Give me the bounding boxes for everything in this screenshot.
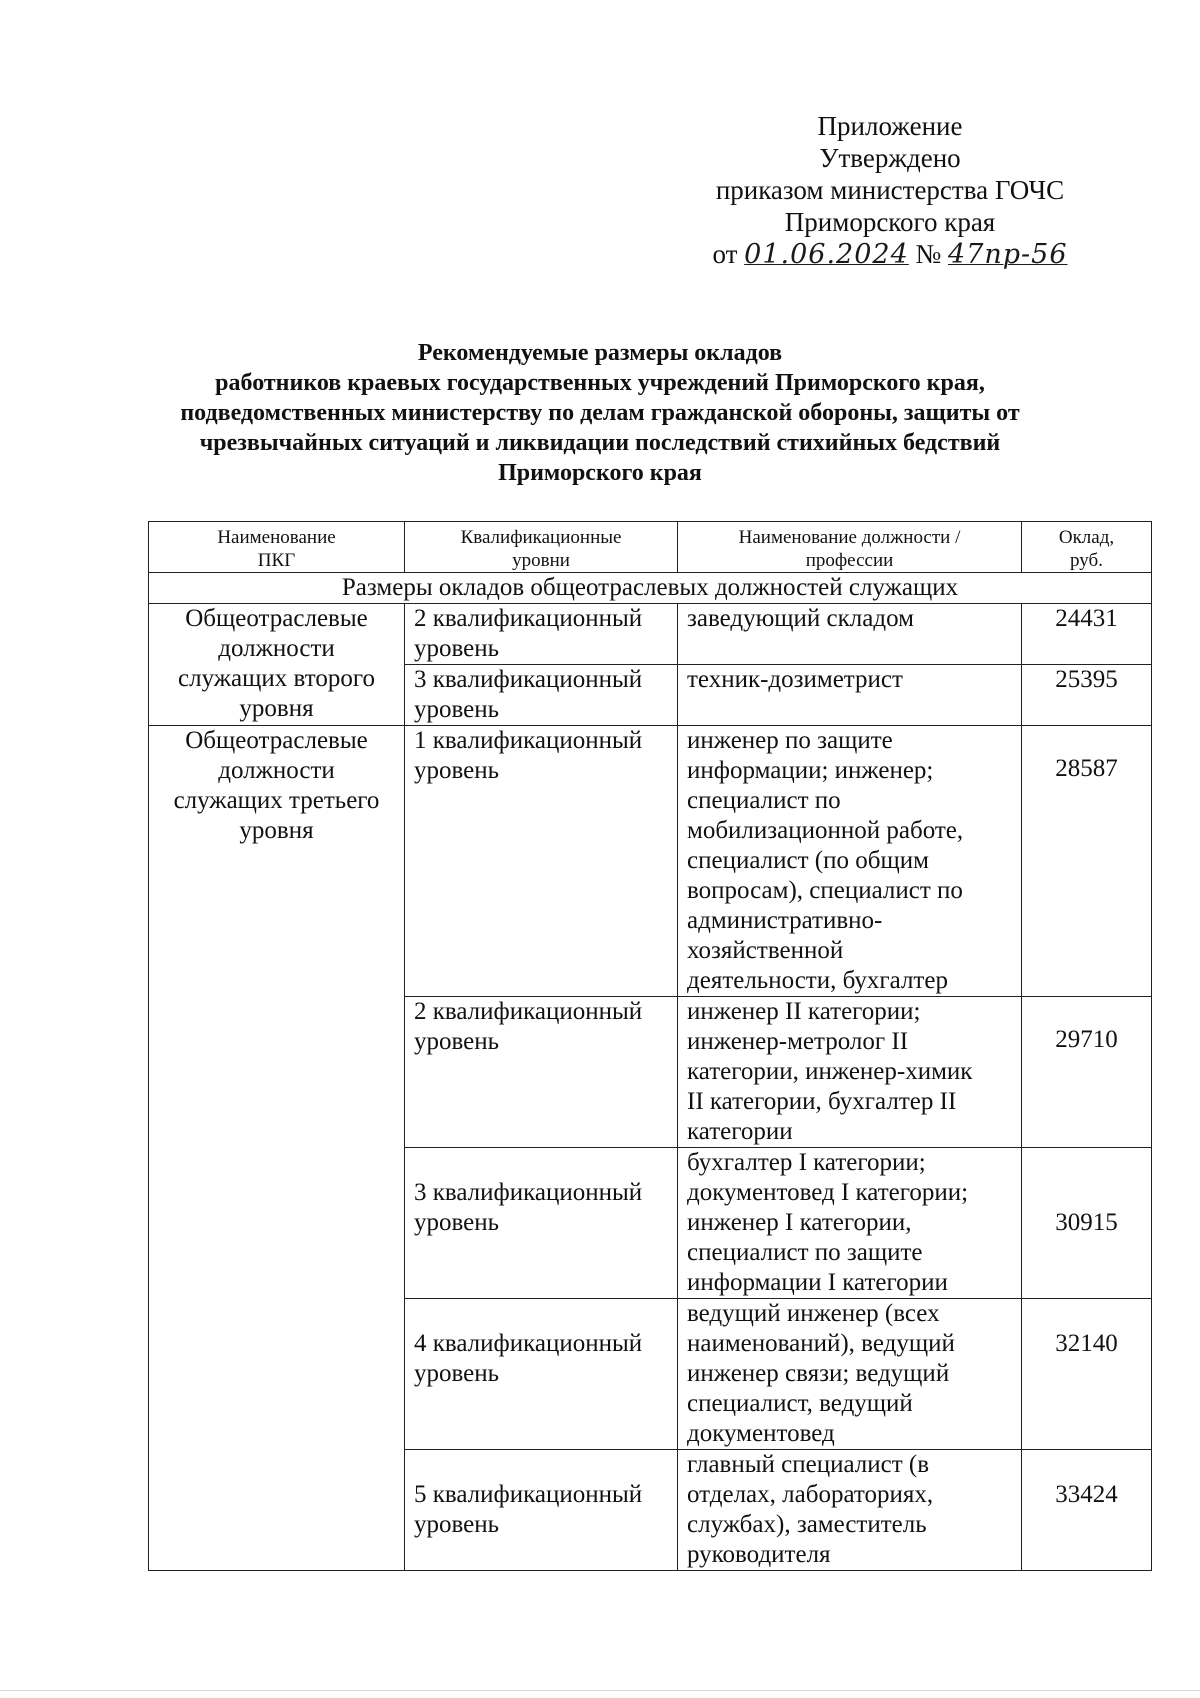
position-text: информации I категории [687,1269,948,1296]
level-text: 1 квалификационный [414,727,643,754]
section-row [149,573,1152,604]
pkg-name-cell [149,604,405,726]
level-text: уровень [414,696,500,723]
header-salary [1022,522,1152,573]
position-text: главный специалист (в [687,1451,930,1478]
section-title: Размеры окладов общеотраслевых должностей служащих [149,573,1152,604]
position-text: специалист (по общим [687,847,929,874]
pkg-text: уровня [239,695,314,722]
table-row [149,726,1152,997]
header-text: руб. [1070,550,1103,571]
title-line: работников краевых государственных учреждений Приморского края, [215,370,985,396]
position-text: отделах, лабораториях, [687,1481,934,1508]
position-cell [678,1148,1022,1299]
level-text: уровень [414,1028,500,1055]
handwritten-number: 47пр-56 [948,239,1068,270]
position-text: вопросам), специалист по [687,877,963,904]
pkg-text: Общеотраслевые [185,605,368,632]
position-cell [678,604,1022,665]
order-reference [670,238,1110,271]
approval-line: Утверждено [819,143,961,173]
level-text: уровень [414,757,500,784]
position-text: специалист по [687,787,841,814]
position-text: инженер по защите [687,727,893,754]
position-text: деятельности, бухгалтер [687,967,948,994]
level-text: 3 квалификационный [414,666,643,693]
header-text: Оклад, [1058,527,1115,548]
header-text: Квалификационные [460,527,622,548]
level-text: 2 квалификационный [414,998,643,1025]
level-cell [405,604,678,665]
approval-block [670,110,1110,271]
level-text: уровень [414,1209,500,1236]
position-text: заведующий складом [687,605,914,632]
position-text: специалист, ведущий [687,1390,913,1417]
header-levels [405,522,678,573]
approval-line: Приморского края [784,207,996,237]
header-text: Наименование [217,527,336,548]
title-line: чрезвычайных ситуаций и ликвидации последствий стихийных бедствий [199,430,1001,456]
pkg-text: должности [218,635,335,662]
level-cell [405,1148,678,1299]
level-cell [405,726,678,997]
salary-cell: 33424 [1022,1450,1152,1571]
position-text: техник-дозиметрист [687,666,903,693]
level-text: уровень [414,635,500,662]
header-positions [678,522,1022,573]
position-text: мобилизационной работе, [687,817,964,844]
position-cell [678,1450,1022,1571]
level-text: 5 квалификационный [414,1481,643,1508]
position-text: наименований), ведущий [687,1330,955,1357]
position-text: документовед I категории; [687,1179,969,1206]
header-text: уровни [512,550,570,571]
scan-edge-line [0,1690,1200,1691]
pkg-text: должности [218,757,335,784]
table-row [149,604,1152,665]
header-text: ПКГ [257,550,296,571]
salary-cell: 25395 [1022,665,1152,726]
position-text: службах), заместитель [687,1511,927,1538]
position-cell [678,997,1022,1148]
header-text: Наименование должности / [738,527,961,548]
position-text: категории, инженер-химик [687,1058,973,1085]
level-text: уровень [414,1511,500,1538]
level-cell [405,997,678,1148]
date-prefix: от [712,239,738,269]
header-pkg [149,522,405,573]
pkg-name-cell [149,726,405,1571]
level-cell [405,1450,678,1571]
position-text: информации; инженер; [687,757,934,784]
position-cell [678,665,1022,726]
position-text: бухгалтер I категории; [687,1149,926,1176]
position-text: инженер II категории; [687,998,921,1025]
level-text: 2 квалификационный [414,605,643,632]
position-text: II категории, бухгалтер II [687,1088,957,1115]
header-text: профессии [805,550,894,571]
pkg-text: Общеотраслевые [185,727,368,754]
salary-table [148,521,1152,1571]
document-title [140,338,1060,488]
salary-cell: 28587 [1022,726,1152,997]
position-text: административно- [687,907,883,934]
position-text: категории [687,1118,793,1145]
position-text: инженер I категории, [687,1209,912,1236]
position-text: инженер-метролог II [687,1028,909,1055]
approval-line: приказом министерства ГОЧС [715,175,1065,205]
number-prefix: № [915,239,942,269]
title-line: подведомственных министерству по делам гражданской обороны, защиты от [180,400,1020,426]
title-line: Рекомендуемые размеры окладов [417,340,783,366]
salary-cell: 30915 [1022,1148,1152,1299]
position-text: хозяйственной [687,937,844,964]
approval-line: Приложение [817,111,963,141]
salary-cell: 29710 [1022,997,1152,1148]
table-header-row [149,522,1152,573]
level-text: 3 квалификационный [414,1179,643,1206]
pkg-text: служащих второго [178,665,375,692]
level-text: уровень [414,1360,500,1387]
pkg-text: уровня [239,817,314,844]
position-text: документовед [687,1420,835,1447]
position-text: руководителя [687,1541,831,1568]
level-cell [405,665,678,726]
position-text: ведущий инженер (всех [687,1300,940,1327]
title-line: Приморского края [498,460,702,486]
position-text: инженер связи; ведущий [687,1360,950,1387]
handwritten-date: 01.06.2024 [744,239,909,270]
salary-cell: 32140 [1022,1299,1152,1450]
salary-cell: 24431 [1022,604,1152,665]
position-cell [678,726,1022,997]
pkg-text: служащих третьего [173,787,380,814]
position-text: специалист по защите [687,1239,923,1266]
position-cell [678,1299,1022,1450]
level-cell [405,1299,678,1450]
level-text: 4 квалификационный [414,1330,643,1357]
